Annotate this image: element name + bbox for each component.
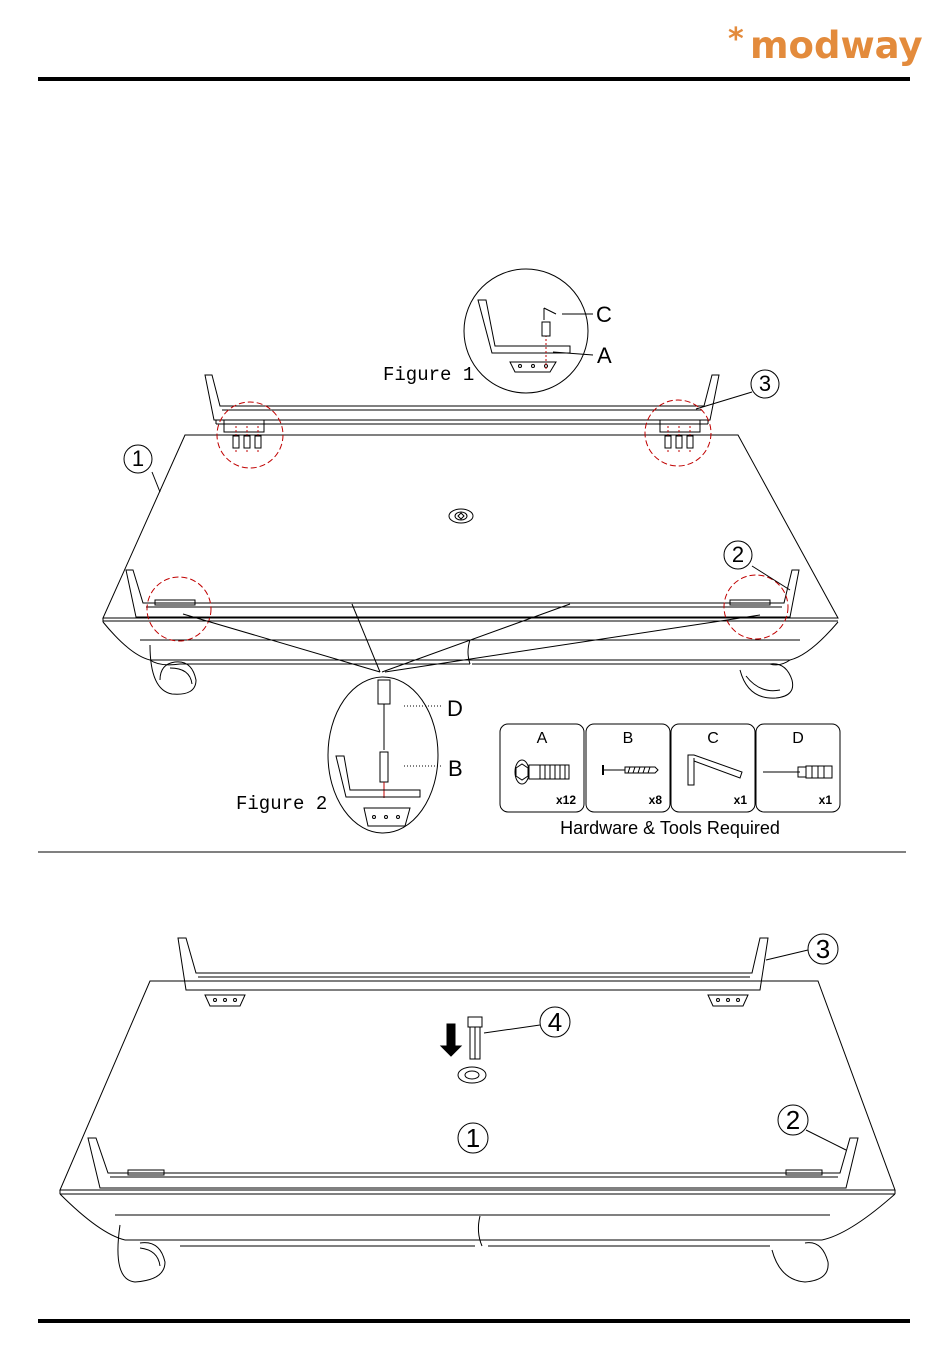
hardware-item-a	[502, 724, 582, 812]
hardware-qty: x12	[555, 793, 576, 807]
figure1-label: Figure 1	[383, 364, 475, 386]
callout-part-2: 2	[731, 542, 745, 567]
hardware-qty: x1	[733, 793, 747, 807]
base-top-panel-2	[60, 981, 895, 1190]
callout-part-1-step2: 1	[465, 1123, 481, 1153]
hardware-letter: C	[707, 730, 719, 747]
callout-part-4-step2: 4	[547, 1007, 563, 1037]
hardware-letter: B	[622, 730, 634, 747]
hardware-title: Hardware & Tools Required	[560, 818, 780, 838]
figure2-letter-b: B	[448, 756, 463, 781]
header-rule	[38, 77, 910, 81]
base-top-panel	[103, 435, 838, 618]
brand-star: *	[728, 22, 744, 57]
hardware-letter: A	[536, 730, 548, 747]
step2-drawing	[60, 934, 895, 1282]
figure1-letter-a: A	[597, 343, 612, 368]
callout-part-3: 3	[758, 371, 772, 396]
hardware-qty: x8	[648, 793, 662, 807]
figure2-letter-d: D	[447, 696, 463, 721]
callout-part-3-step2: 3	[815, 934, 831, 964]
figure2-label: Figure 2	[236, 793, 328, 815]
callout-part-2-step2: 2	[785, 1105, 801, 1135]
callout-part-1: 1	[131, 446, 145, 471]
hardware-qty: x1	[818, 793, 832, 807]
hardware-item-b	[588, 724, 668, 812]
brand-name: modway	[750, 24, 923, 67]
hardware-item-c	[673, 724, 753, 812]
hardware-letter: D	[792, 730, 804, 747]
footer-rule	[38, 1319, 910, 1323]
figure1-letter-c: C	[596, 302, 612, 327]
hardware-item-d	[758, 724, 838, 812]
